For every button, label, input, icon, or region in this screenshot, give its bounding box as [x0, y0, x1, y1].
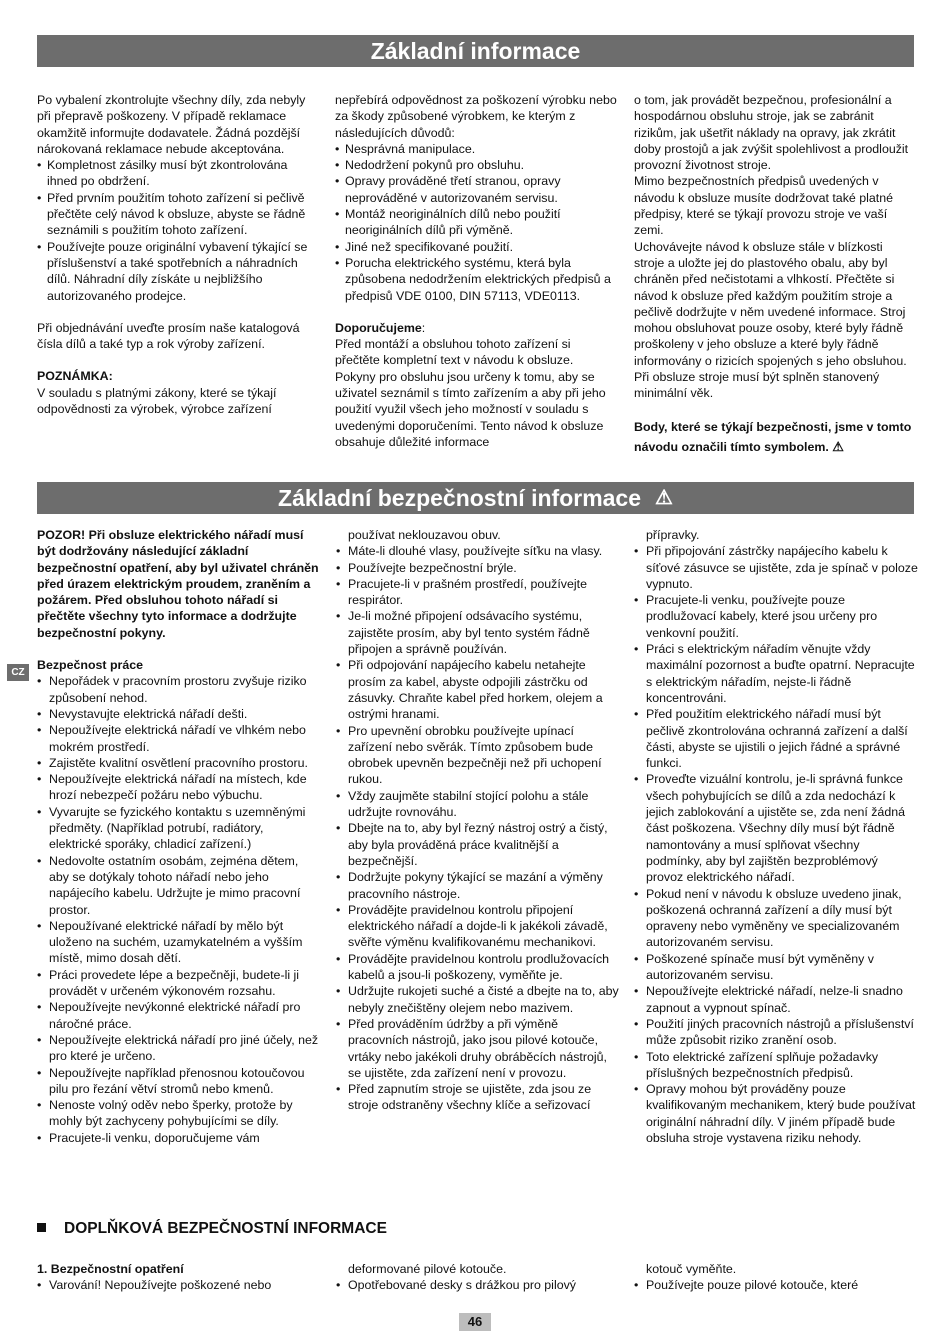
list-item: • Nepoužívejte elektrická nářadí na místech, kde hrozí nebezpečí požáru nebo výbuchu. — [37, 771, 319, 804]
list-item: • Nepořádek v pracovním prostoru zvyšuje riziko způsobení nehod. — [37, 673, 319, 706]
list-item: • Pro upevnění obrobku používejte upínací zařízení nebo svěrák. Tímto způsobem bude obrobek upevněn bezpečněji než při uchopení rukou. — [336, 723, 621, 788]
list-item: • Dbejte na to, aby byl řezný nástroj ostrý a čistý, aby byla prováděná práce kvalitnější a bezpečnější. — [336, 820, 621, 869]
list-item: • Vyvarujte se fyzického kontaktu s uzemněnými předměty. (Například potrubí, radiátory, elektrické sporáky, chladicí zařízení.) — [37, 804, 319, 853]
list-item: • Nepoužívejte elektrické nářadí, nelze-li snadno zapnout a vypnout spínač. — [634, 983, 918, 1016]
safety-symbol-note: Body, které se týkají bezpečnosti, jsme v tomto návodu označili tímto symbolem. ⚠ — [634, 419, 912, 454]
continued-text: deformované pilové kotouče. — [348, 1262, 507, 1276]
paragraph: V souladu s platnými zákony, které se týkají odpovědnosti za výrobek, výrobce zařízení — [37, 385, 277, 417]
list-item: • Je-li možné připojení odsávacího systému, zajistěte prosím, aby byl tento systém řádně připojen a správně používán. — [336, 608, 621, 657]
language-tab: CZ — [7, 664, 29, 681]
additional-column-2 — [336, 1261, 621, 1294]
list-item: • Porucha elektrického systému, která byla způsobena nedodržením elektrických předpisů a předpisů VDE 0100, DIN 57113, VDE0113. — [335, 255, 617, 304]
list-item: • Montáž neoriginálních dílů nebo použití neoriginálních dílů při výměně. — [335, 206, 617, 239]
list-item: • Nepoužívejte například přenosnou kotoučovou pilu pro řezání větví stromů nebo kmenů. — [37, 1065, 319, 1098]
list-item: • Toto elektrické zařízení splňuje požadavky příslušných bezpečnostních předpisů. — [634, 1049, 918, 1082]
list-item: • Provádějte pravidelnou kontrolu prodlužovacích kabelů a jsou-li poškozeny, vyměňte je. — [336, 951, 621, 984]
recommendation-heading: Doporučujeme: — [335, 320, 426, 335]
warning-triangle-icon: ⚠ — [655, 487, 673, 509]
paragraph: Při objednávání uveďte prosím naše katalogová čísla dílů a také typ a rok výroby zařízení. — [37, 320, 300, 352]
basic-info-column-3 — [634, 92, 916, 457]
paragraph: Po vybalení zkontrolujte všechny díly, zda nebyly při přepravě poškozeny. V případě reklamace okamžitě informujte dodavatele. Žádná pozdější nárokovaná reklamace nebude akceptována. — [37, 93, 306, 156]
list-item: • Před použitím elektrického nářadí musí být pečlivě zkontrolována ochranná zařízení a další části, abyste se ujistili o jejich řádné a správné funkci. — [634, 706, 918, 771]
list-item: • Použití jiných pracovních nástrojů a příslušenství může způsobit riziko zranění osob. — [634, 1016, 918, 1049]
list-item: • Opotřebované desky s drážkou pro pilový — [336, 1277, 621, 1293]
list-item: • Práci s elektrickým nářadím věnujte vždy maximální pozornost a buďte opatrní. Nepracujte s elektrickým nářadím, nejste-li řádně koncentrováni. — [634, 641, 918, 706]
list-item: • Nepoužívejte elektrická nářadí ve vlhkém nebo mokrém prostředí. — [37, 722, 319, 755]
list-item: • Pracujete-li venku, doporučujeme vám — [37, 1130, 319, 1146]
safety-column-3 — [634, 527, 918, 1146]
list-item: • Práci provedete lépe a bezpečněji, budete-li ji provádět v určeném výkonovém rozsahu. — [37, 967, 319, 1000]
bullet-list — [37, 157, 319, 304]
paragraph: Mimo bezpečnostních předpisů uvedených v návodu k obsluze musíte dodržovat také platné předpisy, které se týkají provozu stroje ve vaší zemi. — [634, 174, 893, 238]
list-item: • Nepoužívejte nevýkonné elektrické nářadí pro náročné práce. — [37, 999, 319, 1032]
list-item: • Používejte bezpečnostní brýle. — [336, 560, 621, 576]
list-item: • Nedodržení pokynů pro obsluhu. — [335, 157, 617, 173]
continued-text: kotouč vyměňte. — [646, 1262, 737, 1276]
paragraph: o tom, jak provádět bezpečnou, profesionální a hospodárnou obsluhu stroje, jak se zabránit rizikům, jak ušetřit náklady na opravy, jak zkrátit doby prostojů a jak zvýšit spolehlivost a prodloužit provozní životnost stroje. — [634, 93, 909, 173]
list-item: • Nedovolte ostatním osobám, zejména dětem, aby se dotýkaly tohoto nářadí nebo jeho napájecího kabelu. Udržujte je mimo pracovní prostor. — [37, 853, 319, 918]
list-item: • Pracujete-li venku, používejte pouze prodlužovací kabely, které jsou určeny pro venkovní použití. — [634, 592, 918, 641]
list-item: • Provádějte pravidelnou kontrolu připojení elektrického nářadí a dojde-li k jakékoli závadě, svěřte výměnu kvalifikovanému mechanikovi. — [336, 902, 621, 951]
additional-column-1 — [37, 1261, 319, 1294]
list-item: • Jiné než specifikované použití. — [335, 239, 617, 255]
additional-column-3 — [634, 1261, 918, 1294]
list-item: • Opravy prováděné třetí stranou, opravy neprováděné v autorizovaném servisu. — [335, 173, 617, 206]
list-item: • Máte-li dlouhé vlasy, používejte síťku na vlasy. — [336, 543, 621, 559]
additional-safety-heading: DOPLŇKOVÁ BEZPEČNOSTNÍ INFORMACE — [37, 1220, 387, 1238]
list-item: • Kompletnost zásilky musí být zkontrolována ihned po obdržení. — [37, 157, 319, 190]
safety-column-2 — [336, 527, 621, 1114]
section-title-safety-info: Základní bezpečnostní informace ⚠ — [37, 482, 914, 514]
list-item: • Používejte pouze originální vybavení týkající se příslušenství a také spotřebních a náhradních dílů. Náhradní díly získáte u nejbližšího autorizovaného prodejce. — [37, 239, 319, 304]
list-item: • Při odpojování napájecího kabelu netahejte prosím za kabel, abyste odpojili zástrčku od zásuvky. Chraňte kabel před horkem, olejem a ostrými hranami. — [336, 657, 621, 722]
bullet-list — [37, 1277, 319, 1293]
list-item: • Nepoužívejte elektrická nářadí pro jiné účely, než pro které je určeno. — [37, 1032, 319, 1065]
list-item: • Pokud není v návodu k obsluze uvedeno jinak, poškozená ochranná zařízení a díly musí být opraveny nebo vyměněny ve specializovaném autorizovaném servisu. — [634, 886, 918, 951]
safety-column-1 — [37, 527, 319, 1146]
continued-text: přípravky. — [646, 528, 700, 542]
list-item: • Udržujte rukojeti suché a čisté a dbejte na to, aby nebyly znečištěny olejem nebo mazivem. — [336, 983, 621, 1016]
paragraph: Před montáží a obsluhou tohoto zařízení si přečtěte kompletní text v návodu k obsluze. Pokyny pro obsluhu jsou určeny k tomu, aby se uživatel seznámil s tímto zařízením a aby při jeho použití využil všech jeho možností v souladu s uvedenými doporučeními. Tento návod k obsluze obsahuje důležité informace — [335, 337, 606, 449]
section-title-basic-info: Základní informace — [37, 35, 914, 67]
list-item: • Při připojování zástrčky napájecího kabelu k síťové zásuvce se ujistěte, zda je spínač v poloze vypnuto. — [634, 543, 918, 592]
list-item: • Zajistěte kvalitní osvětlení pracovního prostoru. — [37, 755, 319, 771]
bullet-list — [336, 1277, 621, 1293]
list-item: • Před zapnutím stroje se ujistěte, zda jsou ze stroje odstraněny všechny klíče a seřizovací — [336, 1081, 621, 1114]
bullet-list — [335, 141, 617, 304]
page-number: 46 — [459, 1313, 491, 1331]
list-item: • Poškozené spínače musí být vyměněny v autorizovaném servisu. — [634, 951, 918, 984]
list-item: • Nepoužívané elektrické nářadí by mělo být uloženo na suchém, uzamykatelném a vyšším místě, mimo dosah dětí. — [37, 918, 319, 967]
continued-text: používat neklouzavou obuv. — [348, 528, 501, 542]
note-heading: POZNÁMKA: — [37, 369, 113, 384]
bullet-list — [37, 673, 319, 1146]
list-item: • Používejte pouze pilové kotouče, které — [634, 1277, 918, 1293]
list-item: • Proveďte vizuální kontrolu, je-li správná funkce všech pohybujících se dílů a zda nedochází k jejich zablokování a ujistěte se, zda není žádná část poškozena. Všechny díly musí být řádně namontovány a musí splňovat všechny podmínky, aby byl zajištěn bezproblémový provoz elektrického nářadí. — [634, 771, 918, 885]
list-item: • Varování! Nepoužívejte poškozené nebo — [37, 1277, 319, 1293]
list-item: • Před prvním použitím tohoto zařízení si pečlivě přečtěte celý návod k obsluze, abyste se řádně seznámili s použitím tohoto zařízení. — [37, 190, 319, 239]
bullet-list — [634, 1277, 918, 1293]
safety-measures-subheading: 1. Bezpečnostní opatření — [37, 1262, 184, 1276]
warning-triangle-icon: ⚠ — [832, 438, 844, 454]
bullet-list — [634, 543, 918, 1146]
list-item: • Pracujete-li v prašném prostředí, používejte respirátor. — [336, 576, 621, 609]
basic-info-column-1 — [37, 92, 319, 417]
work-safety-heading: Bezpečnost práce — [37, 658, 144, 673]
list-item: • Před prováděním údržby a při výměně pracovních nástrojů, jako jsou pilové kotouče, vrtáky nebo jakékoli druhy obráběcích nástrojů, se ujistěte, zda zařízení není v provozu. — [336, 1016, 621, 1081]
list-item: • Opravy mohou být prováděny pouze kvalifikovaným mechanikem, který bude používat originální náhradní díly. V jiném případě bude obsluha stroje vystavena riziku nehody. — [634, 1081, 918, 1146]
list-item: • Dodržujte pokyny týkající se mazání a výměny pracovního nástroje. — [336, 869, 621, 902]
list-item: • Nenoste volný oděv nebo šperky, protože by mohly být zachyceny pohybujícími se díly. — [37, 1097, 319, 1130]
basic-info-column-2 — [335, 92, 617, 450]
warning-paragraph: POZOR! Při obsluze elektrického nářadí musí být dodržovány následující základní bezpečnostní opatření, aby byl uživatel chráněn před úrazem elektrickým proudem, zraněním a požárem. Před obsluhou tohoto nářadí si přečtěte všechny tyto informace a dodržujte bezpečnostní pokyny. — [37, 528, 319, 640]
list-item: • Nesprávná manipulace. — [335, 141, 617, 157]
list-item: • Nevystavujte elektrická nářadí dešti. — [37, 706, 319, 722]
square-bullet-icon — [37, 1223, 46, 1232]
bullet-list — [336, 543, 621, 1113]
paragraph: Uchovávejte návod k obsluze stále v blízkosti stroje a uložte jej do plastového obalu, aby byl chráněn před nečistotami a vlhkostí. Přečtěte si návod k obsluze před každým použitím stroje a pečlivě dodržujte v něm uvedené informace. Stroj mohou obsluhovat pouze osoby, které byly řádně proškoleny v jeho obsluze a které byly řádně informovány o rizicích spojených s jeho obsluhou. Při obsluze stroje musí být splněn stanovený minimální věk. — [634, 239, 907, 401]
list-item: • Vždy zaujměte stabilní stojící polohu a stále udržujte rovnováhu. — [336, 788, 621, 821]
paragraph: nepřebírá odpovědnost za poškození výrobku nebo za škody způsobené výrobkem, ke kterým z následujících důvodů: — [335, 93, 617, 140]
